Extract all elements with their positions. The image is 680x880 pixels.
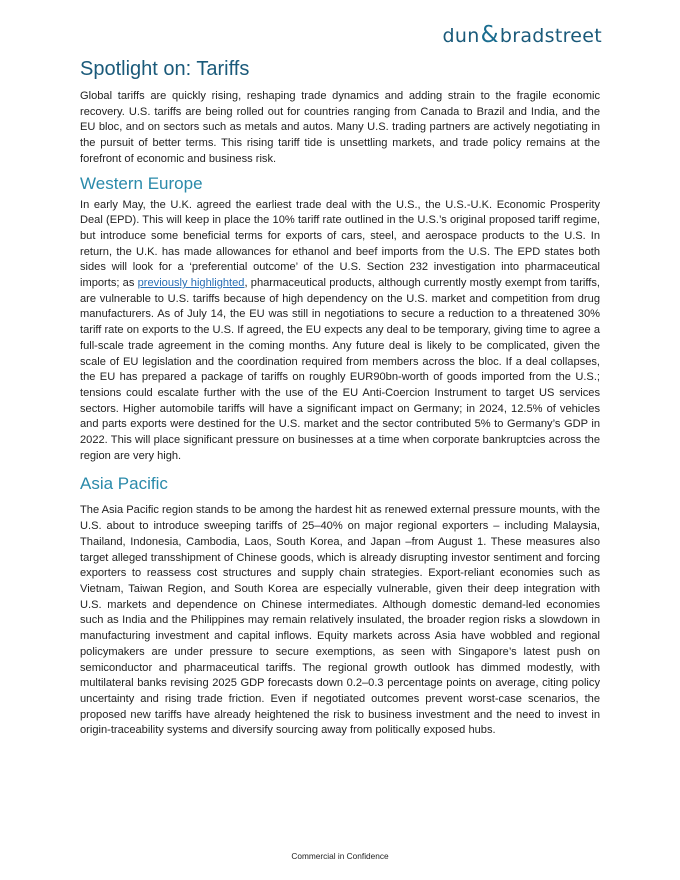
western-europe-heading: Western Europe bbox=[80, 173, 203, 193]
western-europe-text-1: In early May, the U.K. agreed the earliest trade deal with the U.S., the U.S.-U.K. Economic Prosperity Deal (EPD). This will keep in place the 10% tariff rate outlined in the U.S.’s original proposed tariff regime, but introduce some beneficial terms for exports of cars, steel, and aerospace products to the U.S. In return, the U.K. has made allowances for ethanol and beef imports from the U.S. The EPD states both sides will look for a ‘preferential outcome’ of the U.S. Section 232 investigation into pharmaceutical imports; as bbox=[80, 198, 600, 290]
previously-highlighted-link[interactable]: previously highlighted bbox=[137, 277, 245, 290]
western-europe-paragraph bbox=[80, 198, 600, 465]
intro-paragraph: Global tariffs are quickly rising, reshaping trade dynamics and adding strain to the fragile economic recovery. U.S. tariffs are being rolled out for countries ranging from Canada to Brazil and India, and the EU bloc, and on sectors such as metals and autos. Many U.S. trading partners are actively negotiating in the pursuit of better terms. This rising tariff tide is unsettling markets, and trade policy remains at the forefront of economic and business risk. bbox=[80, 90, 600, 165]
footer-confidentiality: Commercial in Confidence bbox=[291, 851, 389, 861]
page-title: Spotlight on: Tariffs bbox=[80, 58, 250, 80]
dun-bradstreet-logo bbox=[443, 22, 602, 48]
document-body bbox=[80, 58, 600, 739]
logo-ampersand: & bbox=[480, 22, 499, 48]
asia-pacific-heading: Asia Pacific bbox=[80, 474, 168, 494]
asia-pacific-paragraph: The Asia Pacific region stands to be among the hardest hit as renewed external pressure mounts, with the U.S. about to introduce sweeping tariffs of 25–40% on major regional exporters – including Malaysia, Thailand, Indonesia, Cambodia, Laos, South Korea, and Japan –from August 1. These measures also target alleged transshipment of Chinese goods, which is already disrupting investor sentiment and forcing exporters to reassess cost structures and supply chain strategies. Export-reliant economies such as Vietnam, Taiwan Region, and South Korea are especially vulnerable, given their deep integration with U.S. markets and dependence on Chinese intermediates. Although domestic demand-led economies such as India and the Philippines may remain relatively insulated, the broader region risks a slowdown in manufacturing investment and capital inflows. Equity markets across Asia have wobbled and regional policymakers are under pressure to secure exemptions, as seen with Singapore’s latest push on semiconductor and pharmaceutical tariffs. The regional growth outlook has dimmed modestly, with multilateral banks revising 2025 GDP forecasts down 0.2–0.3 percentage points on average, citing policy uncertainty and rising trade friction. Even if negotiated outcomes prevent worst-case scenarios, the proposed new tariffs have already heightened the risk to business investment and the need to invest in origin-traceability systems and diversify sourcing away from politically exposed hubs. bbox=[80, 504, 600, 737]
logo-text-dun: dun bbox=[442, 25, 480, 47]
western-europe-text-2: , pharmaceutical products, although currently mostly exempt from tariffs, are vulnerable to U.S. tariffs because of high dependency on the U.S. market and competition from drug manufacturers. As of July 14, the EU was still in negotiations to secure a reduction to a threatened 30% tariff rate on exports to the U.S. If agreed, the EU expects any deal to be temporary, giving time to agree a full-scale trade agreement in the coming months. Any future deal is likely to be complicated, given the scale of EU legislation and the coordination required from members across the bloc. If a deal collapses, the EU has prepared a package of tariffs on roughly EUR90bn-worth of goods imported from the U.S.; tensions could escalate further with the use of the EU Anti-Coercion Instrument to target US services sectors. Higher automobile tariffs will have a significant impact on Germany; in 2024, 12.5% of vehicles and parts exports were destined for the U.S. market and the sector contributed 5% to Germany’s GDP in 2022. This will place significant pressure on businesses at a time when corporate bankruptcies across the region are very high. bbox=[80, 277, 600, 462]
logo-text-bradstreet: bradstreet bbox=[499, 25, 602, 47]
